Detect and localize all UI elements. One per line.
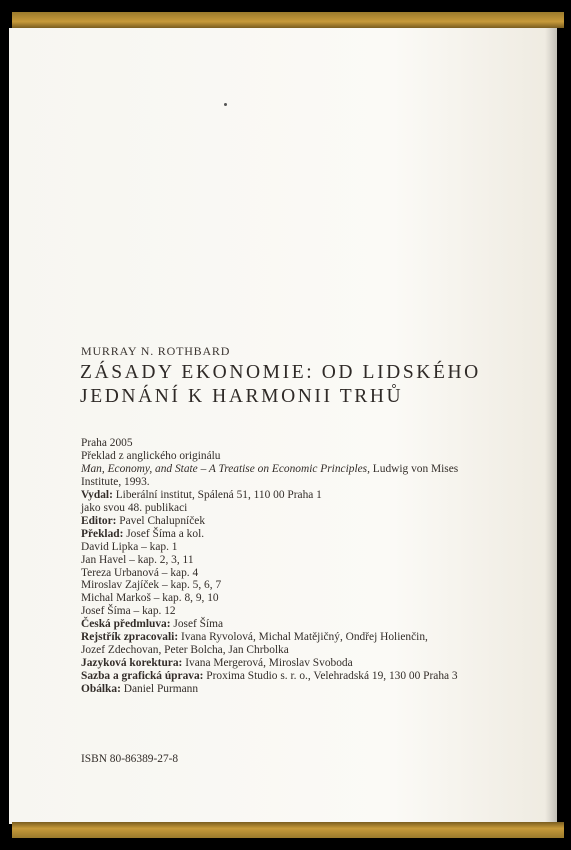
publisher: Liberální institut, Spálená 51, 110 00 Praha 1 [112,488,322,501]
cover-designer: Daniel Purmann [120,683,199,696]
title-line-2: JEDNÁNÍ K HARMONII TRHŮ [80,386,404,407]
index-authors-cont: Jozef Zdechovan, Peter Bolcha, Jan Chrbolka [81,644,289,657]
cover-label: Obálka: [81,683,121,696]
cover-edge-top [12,12,564,28]
editor: Pavel Chalupníček [116,514,206,527]
foreword-label: Česká předmluva: [81,618,171,631]
translator-item: Tereza Urbanová – kap. 4 [81,566,199,579]
publisher-label: Vydal: [81,488,113,501]
translation-note: Překlad z anglického originálu [81,449,221,462]
speck [224,103,227,106]
imprint-block [81,437,531,696]
original-publisher: Ludwig von Mises [369,462,459,475]
foreword: Josef Šíma [170,618,224,631]
translator-item: Jan Havel – kap. 2, 3, 11 [81,553,194,566]
translator-item: David Lipka – kap. 1 [81,540,178,553]
original-title-line [81,463,531,476]
typesetting-label: Sazba a grafická úprava: [81,670,204,683]
index-authors: Ivana Ryvolová, Michal Matějičný, Ondřej Holienčin, [178,631,428,644]
book-title [80,361,481,409]
foreword-line [81,618,531,631]
page-shadow [545,28,557,824]
original-title: Man, Economy, and State – A Treatise on Economic Principles, [81,462,370,475]
cover-edge-bottom [12,822,564,838]
proofreading-line [81,657,531,670]
index-label: Rejstřík zpracovali: [81,631,179,644]
translation: Josef Šíma a kol. [123,527,205,540]
translator-item: Josef Šíma – kap. 12 [81,605,176,618]
editor-line [81,515,531,528]
original-publisher-cont: Institute, 1993. [81,475,150,488]
translation-line [81,528,531,541]
translation-label: Překlad: [81,527,124,540]
translator-item: Miroslav Zajíček – kap. 5, 6, 7 [81,579,222,592]
proofreading: Ivana Mergerová, Miroslav Svoboda [182,657,353,670]
author-name: MURRAY N. ROTHBARD [81,344,231,358]
place-year: Praha 2005 [81,437,133,449]
typesetting: Proxima Studio s. r. o., Velehradská 19, 130 00 Praha 3 [203,670,458,683]
translator-item: Michal Markoš – kap. 8, 9, 10 [81,592,219,605]
index-line [81,631,531,644]
publisher-line [81,489,531,502]
isbn: ISBN 80-86389-27-8 [81,753,179,765]
cover-line [81,683,531,696]
publication-number: jako svou 48. publikaci [81,501,188,514]
typesetting-line [81,670,531,683]
title-page [9,28,557,824]
editor-label: Editor: [81,514,117,527]
proofreading-label: Jazyková korektura: [81,657,183,670]
title-line-1: ZÁSADY EKONOMIE: OD LIDSKÉHO [80,362,481,383]
